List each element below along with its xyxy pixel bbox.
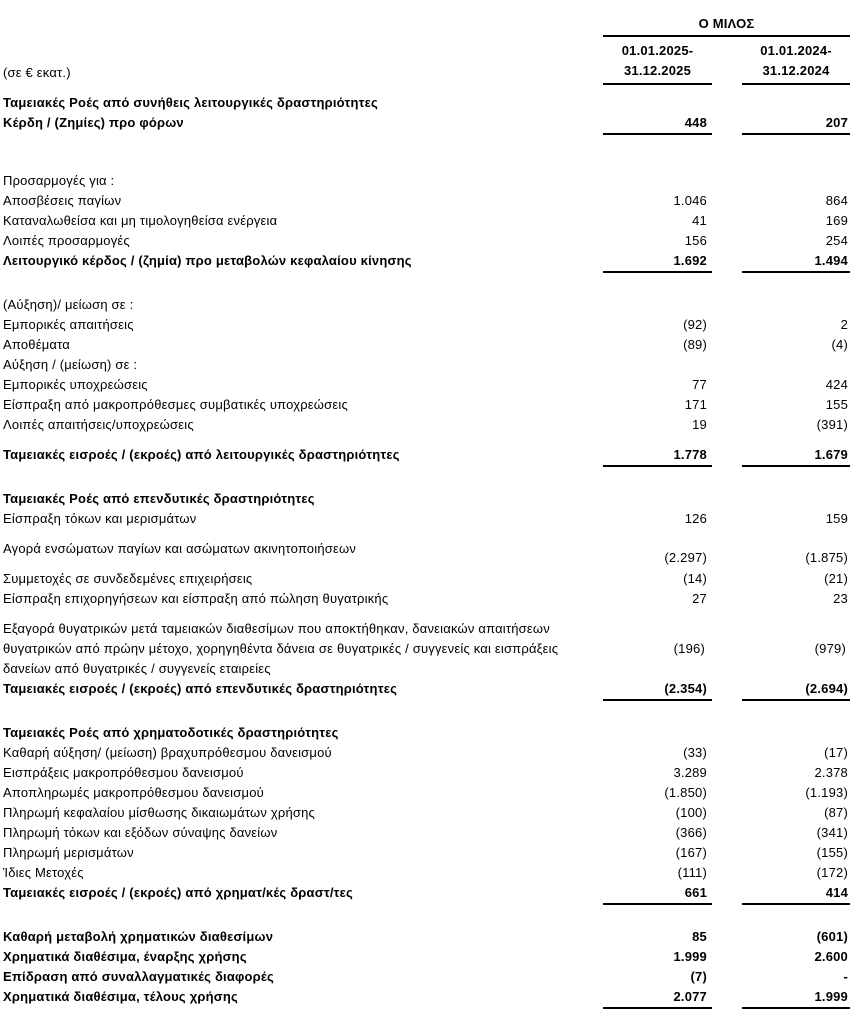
value-2025: 171 — [684, 397, 707, 412]
column-gap — [712, 589, 742, 609]
column-gap — [712, 863, 742, 883]
column-gap — [712, 335, 742, 355]
column-gap — [712, 171, 742, 191]
value-2025: (366) — [675, 825, 707, 840]
row-label: Αποσβέσεις παγίων — [3, 193, 122, 208]
column-gap — [712, 823, 742, 843]
table-row — [3, 569, 850, 589]
column-gap — [712, 783, 742, 803]
column-gap — [712, 93, 742, 113]
row-label: Ταμειακές εισροές / (εκροές) από χρηματ/κές δραστ/τες — [3, 885, 353, 900]
value-2024: (391) — [816, 417, 848, 432]
value-2024: 23 — [833, 591, 848, 606]
table-row — [3, 93, 850, 113]
value-2025: (167) — [675, 845, 707, 860]
table-row — [3, 171, 850, 191]
value-2024 — [742, 355, 850, 375]
table-row — [3, 489, 850, 509]
table-row — [3, 251, 850, 273]
table-row — [3, 589, 850, 609]
value-2024: 2.600 — [814, 949, 848, 964]
value-2025: 41 — [692, 213, 707, 228]
table-row — [3, 445, 850, 467]
table-row — [3, 883, 850, 905]
row-label: Εμπορικές υποχρεώσεις — [3, 377, 148, 392]
unit-label: (σε € εκατ.) — [3, 65, 71, 80]
table-row — [3, 823, 850, 843]
column-gap — [712, 843, 742, 863]
column-gap — [712, 37, 742, 85]
row-label: Αποθέματα — [3, 337, 70, 352]
value-2025 — [603, 295, 712, 315]
value-2024: 254 — [825, 233, 848, 248]
row-label: Καταναλωθείσα και μη τιμολογηθείσα ενέργεια — [3, 213, 278, 228]
value-2024: (17) — [824, 745, 848, 760]
table-header — [3, 14, 850, 85]
table-row — [3, 679, 850, 701]
row-label: Αποπληρωμές μακροπρόθεσμου δανεισμού — [3, 785, 264, 800]
value-2025: 156 — [684, 233, 707, 248]
value-2025: (14) — [683, 571, 707, 586]
value-2025 — [603, 355, 712, 375]
column-gap — [712, 947, 742, 967]
row-label: Εξαγορά θυγατρικών μετά ταμειακών διαθεσίμων που αποκτήθηκαν, δανειακών απαιτήσεων θυγατρικών από πρώην μέτοχο, χορηγηθέντα δάνεια σε θυγατρικές / συγγενείς και εισπράξεις δανείων από θυγατρικές / συγγενείς εταιρείες — [3, 621, 559, 676]
table-row — [3, 619, 850, 679]
column-gap — [712, 211, 742, 231]
value-2024: - — [843, 969, 848, 984]
value-2025: 77 — [692, 377, 707, 392]
row-label: Αύξηση / (μείωση) σε : — [3, 357, 138, 372]
table-row — [3, 743, 850, 763]
value-2025 — [603, 723, 712, 743]
column-gap — [712, 987, 742, 1009]
row-label: Χρηματικά διαθέσιμα, τέλους χρήσης — [3, 989, 238, 1004]
table-row — [3, 295, 850, 315]
table-row — [3, 927, 850, 947]
value-2025: 126 — [684, 511, 707, 526]
value-2024: (1.193) — [805, 785, 848, 800]
column-gap — [712, 191, 742, 211]
value-2024: (172) — [816, 865, 848, 880]
value-2024: 159 — [825, 511, 848, 526]
column-gap — [712, 355, 742, 375]
column-gap — [712, 251, 742, 273]
period-2025-start: 01.01.2025- — [621, 43, 694, 58]
value-2025: (100) — [675, 805, 707, 820]
row-label: Πληρωμή κεφαλαίου μίσθωσης δικαιωμάτων χρήσης — [3, 805, 316, 820]
column-gap — [712, 569, 742, 589]
value-2025: 3.289 — [673, 765, 707, 780]
column-gap — [712, 231, 742, 251]
value-2024 — [742, 489, 850, 509]
value-2025: 1.778 — [603, 445, 712, 467]
value-2025: 448 — [603, 113, 712, 135]
value-2024: 864 — [825, 193, 848, 208]
row-label: Εμπορικές απαιτήσεις — [3, 317, 134, 332]
value-2024: 1.679 — [742, 445, 850, 467]
row-label: Ταμειακές εισροές / (εκροές) από επενδυτικές δραστηριότητες — [3, 681, 398, 696]
value-2025: (1.850) — [664, 785, 707, 800]
value-2025: 2.077 — [603, 987, 712, 1009]
value-2025 — [603, 489, 712, 509]
value-2024 — [742, 723, 850, 743]
table-row — [3, 723, 850, 743]
table-row — [3, 803, 850, 823]
row-label: Πληρωμή μερισμάτων — [3, 845, 134, 860]
column-gap — [712, 763, 742, 783]
table-row — [3, 113, 850, 135]
row-label: Είσπραξη τόκων και μερισμάτων — [3, 511, 197, 526]
row-label: Ταμειακές Ροές από χρηματοδοτικές δραστηριότητες — [3, 725, 339, 740]
row-label: Καθαρή μεταβολή χρηματικών διαθεσίμων — [3, 929, 274, 944]
column-gap — [712, 883, 742, 905]
row-label: (Αύξηση)/ μείωση σε : — [3, 297, 134, 312]
value-2024: 424 — [825, 377, 848, 392]
value-2025: (7) — [690, 969, 707, 984]
period-column-2025 — [603, 37, 712, 85]
row-label: Ταμειακές Ροές από επενδυτικές δραστηριότητες — [3, 491, 315, 506]
row-label: Αγορά ενσώματων παγίων και ασώματων ακινητοποιήσεων — [3, 541, 357, 556]
value-2024: (87) — [824, 805, 848, 820]
table-row — [3, 395, 850, 415]
column-gap — [712, 445, 742, 467]
column-gap — [712, 679, 742, 701]
value-2024: 155 — [825, 397, 848, 412]
value-2025: 85 — [692, 929, 707, 944]
period-2024-end: 31.12.2024 — [742, 61, 850, 85]
row-label: Πληρωμή τόκων και εξόδων σύναψης δανείων — [3, 825, 278, 840]
row-label: Λειτουργικό κέρδος / (ζημία) προ μεταβολών κεφαλαίου κίνησης — [3, 253, 412, 268]
column-gap — [712, 315, 742, 335]
column-gap — [712, 509, 742, 529]
row-label: Λοιπές προσαρμογές — [3, 233, 130, 248]
value-2025: 1.046 — [673, 193, 707, 208]
value-2025: (92) — [683, 317, 707, 332]
row-label: Είσπραξη επιχορηγήσεων και είσπραξη από πώληση θυγατρικής — [3, 591, 389, 606]
row-label: Χρηματικά διαθέσιμα, έναρξης χρήσης — [3, 949, 247, 964]
value-2024: 1.999 — [742, 987, 850, 1009]
table-row — [3, 987, 850, 1009]
value-2024: (979) — [814, 641, 846, 656]
row-label: Συμμετοχές σε συνδεδεμένες επιχειρήσεις — [3, 571, 253, 586]
table-row — [3, 539, 850, 569]
value-2025: 661 — [603, 883, 712, 905]
column-gap — [712, 395, 742, 415]
column-gap — [712, 743, 742, 763]
row-label: Λοιπές απαιτήσεις/υποχρεώσεις — [3, 417, 194, 432]
row-label: Ίδιες Μετοχές — [3, 865, 84, 880]
table-row — [3, 947, 850, 967]
row-label: Προσαρμογές για : — [3, 173, 115, 188]
value-2025: (196) — [673, 641, 705, 656]
table-row — [3, 355, 850, 375]
row-label: Επίδραση από συναλλαγματικές διαφορές — [3, 969, 274, 984]
group-title: Ο ΜΙΛΟΣ — [603, 14, 850, 37]
row-label: Ταμειακές Ροές από συνήθεις λειτουργικές δραστηριότητες — [3, 95, 378, 110]
table-row — [3, 783, 850, 803]
value-2025: 1.999 — [673, 949, 707, 964]
value-2025: (89) — [683, 337, 707, 352]
value-2024: (601) — [816, 929, 848, 944]
table-row — [3, 863, 850, 883]
value-2024: (341) — [816, 825, 848, 840]
value-2025: 27 — [692, 591, 707, 606]
row-label: Είσπραξη από μακροπρόθεσμες συμβατικές υποχρεώσεις — [3, 397, 348, 412]
table-row — [3, 375, 850, 395]
period-2024-start: 01.01.2024- — [760, 43, 832, 58]
row-label: Εισπράξεις μακροπρόθεσμου δανεισμού — [3, 765, 244, 780]
value-2024 — [742, 171, 850, 191]
value-2024: 207 — [742, 113, 850, 135]
column-gap — [712, 375, 742, 395]
column-gap — [712, 927, 742, 947]
column-gap — [712, 295, 742, 315]
row-label: Κέρδη / (Ζημίες) προ φόρων — [3, 115, 184, 130]
row-label: Καθαρή αύξηση/ (μείωση) βραχυπρόθεσμου δανεισμού — [3, 745, 332, 760]
period-2025-end: 31.12.2025 — [603, 61, 712, 85]
value-2024 — [742, 93, 850, 113]
value-2024: (2.694) — [742, 679, 850, 701]
value-2024: (4) — [831, 337, 848, 352]
value-2025: (2.297) — [664, 550, 707, 565]
group-header — [603, 14, 850, 85]
value-2025: 1.692 — [603, 251, 712, 273]
value-2024: (21) — [824, 571, 848, 586]
table-row — [3, 509, 850, 529]
value-2025: (33) — [683, 745, 707, 760]
column-gap — [712, 113, 742, 135]
column-gap — [712, 723, 742, 743]
table-row — [3, 231, 850, 251]
column-gap — [712, 489, 742, 509]
value-2024: 169 — [825, 213, 848, 228]
value-2024: (155) — [816, 845, 848, 860]
value-2025 — [603, 93, 712, 113]
period-columns — [603, 37, 850, 85]
value-2025: (2.354) — [603, 679, 712, 701]
value-2025 — [603, 171, 712, 191]
value-2024: 2.378 — [814, 765, 848, 780]
value-2024: 2 — [840, 317, 848, 332]
table-row — [3, 211, 850, 231]
value-2025: 19 — [692, 417, 707, 432]
table-row — [3, 763, 850, 783]
value-2024: 1.494 — [742, 251, 850, 273]
period-column-2024 — [742, 37, 850, 85]
table-row — [3, 415, 850, 435]
column-gap — [712, 967, 742, 987]
column-gap — [712, 415, 742, 435]
cashflow-table-body — [3, 93, 850, 1009]
table-row — [3, 191, 850, 211]
value-2024 — [742, 295, 850, 315]
column-gap — [712, 803, 742, 823]
table-row — [3, 843, 850, 863]
value-2024: 414 — [742, 883, 850, 905]
table-row — [3, 335, 850, 355]
value-2025: (111) — [677, 865, 707, 880]
table-row — [3, 315, 850, 335]
row-label: Ταμειακές εισροές / (εκροές) από λειτουργικές δραστηριότητες — [3, 447, 400, 462]
table-row — [3, 967, 850, 987]
value-2024: (1.875) — [805, 550, 848, 565]
